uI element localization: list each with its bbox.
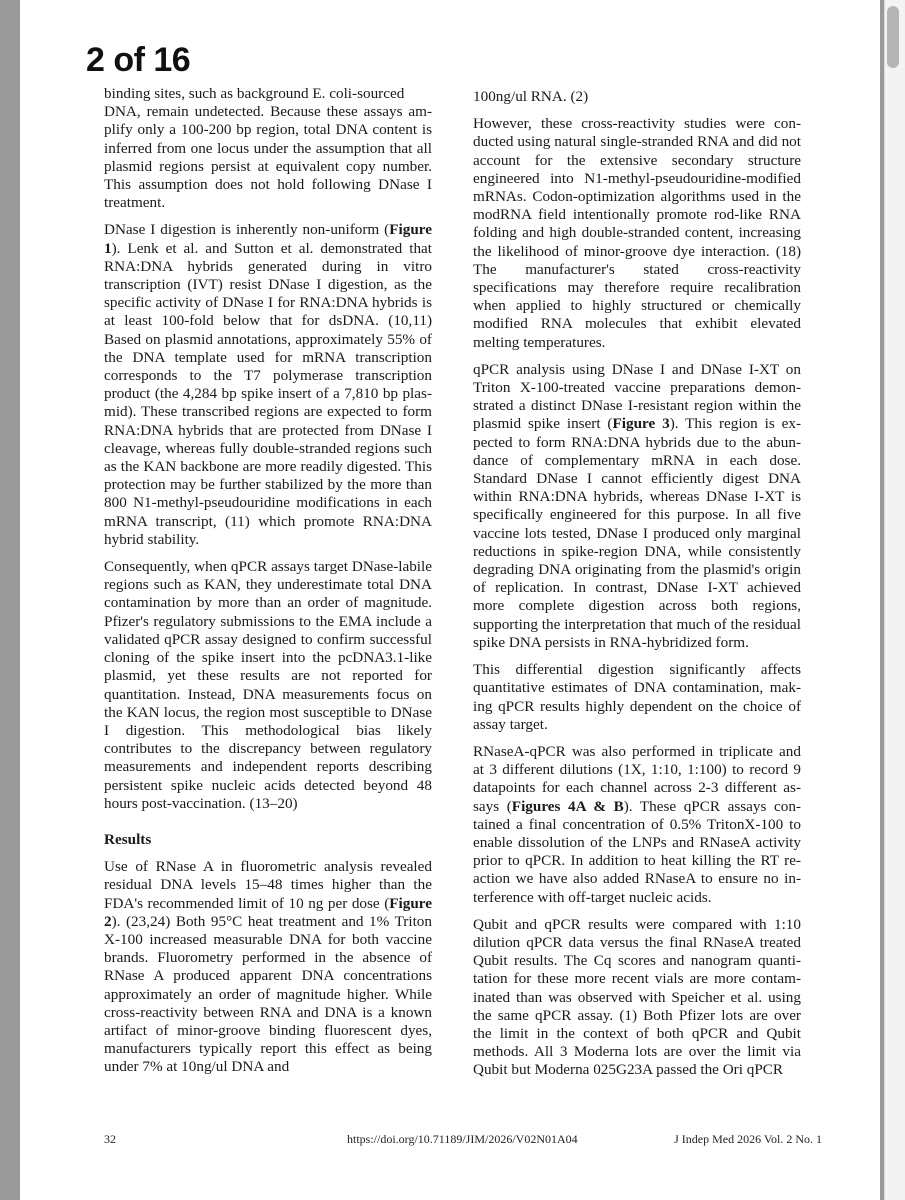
paragraph: However, these cross-reactivity studies were conducted using natural single-stranded RNA and did not account for the extensive secondary structure engineered into N1-methyl-pseudouridine-modified mRNAs. Codon-optimization algorithms used in the modRNA field intentionally promote rod-like RNA folding and high double-stranded content, increasing the likelihood of minor-groove dye interaction. (18) The manufacturer's stated cross-reactivity specifications may therefore require recalibration when applied to highly structured or chemically modified RNA molecules that exhibit elevated melting temperatures. xyxy=(473,115,801,351)
figure-reference: Figures 4A & B xyxy=(511,797,624,815)
footer-journal: J Indep Med 2026 Vol. 2 No. 1 xyxy=(674,1132,822,1146)
paragraph: RNaseA-qPCR was also performed in triplicate and at 3 different dilutions (1X, 1:10, 1:100) to record 9 datapoints for each channel across 2-3 different assays (Figures 4A & B). These qPCR assays contained a final concentration of 0.5% TritonX-100 to enable dissolution of the LNPs and RNaseA activity prior to qPCR. In addition to heat killing the RT reaction we have also added RNaseA to ensure no interference with off-target nucleic acids. xyxy=(473,742,801,906)
left-column xyxy=(104,85,432,1086)
paragraph: 100ng/ul RNA. (2) xyxy=(473,88,589,105)
right-column xyxy=(473,88,801,1089)
scrollbar-thumb[interactable] xyxy=(887,6,899,68)
paragraph: qPCR analysis using DNase I and DNase I-XT on Triton X-100-treated vaccine preparations demonstrated a distinct DNase I-resistant region within the plasmid spike insert (Figure 3). This region is expected to form RNA:DNA hybrids due to the abundance of complementary mRNA in each dose. Standard DNase I cannot efficiently digest DNA within RNA:DNA hybrids, whereas DNase I-XT is specifically engineered for this purpose. In all five vaccine lots tested, DNase I produced only marginal reductions in spike-region DNA, while consistently degrading DNA originating from the plasmid's origin of replication. In contrast, DNase I-XT achieved more complete digestion across both regions, supporting the interpretation that much of the residual spike DNA persists in RNA-hybridized form. xyxy=(473,360,801,651)
scrollbar-track[interactable] xyxy=(884,0,905,1200)
page-indicator: 2 of 16 xyxy=(86,41,191,79)
paragraph: Use of RNase A in fluorometric analysis revealed residual DNA levels 15–48 times higher than the FDA's recommended limit of 10 ng per dose (Figure 2). (23,24) Both 95°C heat treatment and 1% Triton X-100 increased measurable DNA for both vaccine brands. Fluorometry performed in the absence of RNase A produced apparent DNA concentrations approximately an order of magnitude higher. While cross-reactivity between RNA and DNA is a known artifact of minor-groove binding fluorescent dyes, manufacturers typically report this effect as being under 7% at 10ng/ul DNA and xyxy=(104,858,432,1076)
paragraph: Qubit and qPCR results were compared with 1:10 dilution qPCR data versus the final RNaseA treated Qubit results. The Cq scores and nanogram quantitation for these more recent vials are more contaminated than was observed with Speicher et al. using the same qPCR assay. (1) Both Pfizer lots are over the limit in the context of both qPCR and Qubit methods. All 3 Moderna lots are over the limit via Qubit but Moderna 025G23A passed the Ori qPCR xyxy=(473,915,801,1079)
paragraph: DNase I digestion is inherently non-uniform (Figure 1). Lenk et al. and Sutton et al. demonstrated that RNA:DNA hybrids generated during in vitro transcription (IVT) resist DNase I digestion, as the specific activity of DNase I for RNA:DNA hybrids is at least 100-fold below that for dsDNA. (10,11) Based on plasmid annotations, approximately 55% of the DNA template used for mRNA transcription corresponds to the T7 polymerase transcription product (the 4,284 bp spike insert of a 7,810 bp plasmid). These transcribed regions are expected to form RNA:DNA hybrids that are protected from DNase I cleavage, whereas fully double-stranded regions such as the KAN backbone are more readily digested. This protection may be further stabilized by the more than 800 N1-methyl-pseudouridine modifications in each mRNA transcript, (11) which promote RNA:DNA hybrid stability. xyxy=(104,221,432,548)
figure-reference: Figure 2 xyxy=(104,894,432,930)
paragraph: DNA, remain undetected. Because these assays amplify only a 100-200 bp region, total DNA content is inferred from one locus under the assumption that all plasmid regions persist at equivalent copy number. This assumption does not hold following DNase I treatment. xyxy=(104,103,432,212)
paragraph: This differential digestion significantly affects quantitative estimates of DNA contamination, making qPCR results highly dependent on the choice of assay target. xyxy=(473,661,801,733)
clipped-line: binding sites, such as background E. coli-sourced xyxy=(104,85,405,102)
document-page xyxy=(20,0,880,1200)
figure-reference: Figure 3 xyxy=(612,415,670,433)
section-heading: Results xyxy=(104,830,152,848)
paragraph: Consequently, when qPCR assays target DNase-labile regions such as KAN, they underestimate total DNA contamination by more than an order of magnitude. Pfizer's regulatory submissions to the EMA include a validated qPCR assay designed to confirm successful cloning of the spike insert into the pcDNA3.1-like plasmid, yet these results are not reported for quantitation. Instead, DNA measurements focus on the KAN locus, the region most susceptible to DNase I digestion. This methodological bias likely contributes to the discrepancy between regulatory measurements and independent reports describing persistent spike nucleic acids detected beyond 48 hours post-vaccination. (13–20) xyxy=(104,558,432,812)
footer-doi-link[interactable]: https://doi.org/10.71189/JIM/2026/V02N01A04 xyxy=(347,1132,578,1146)
footer-page-number: 32 xyxy=(104,1132,116,1146)
figure-reference: Figure 1 xyxy=(104,221,432,257)
